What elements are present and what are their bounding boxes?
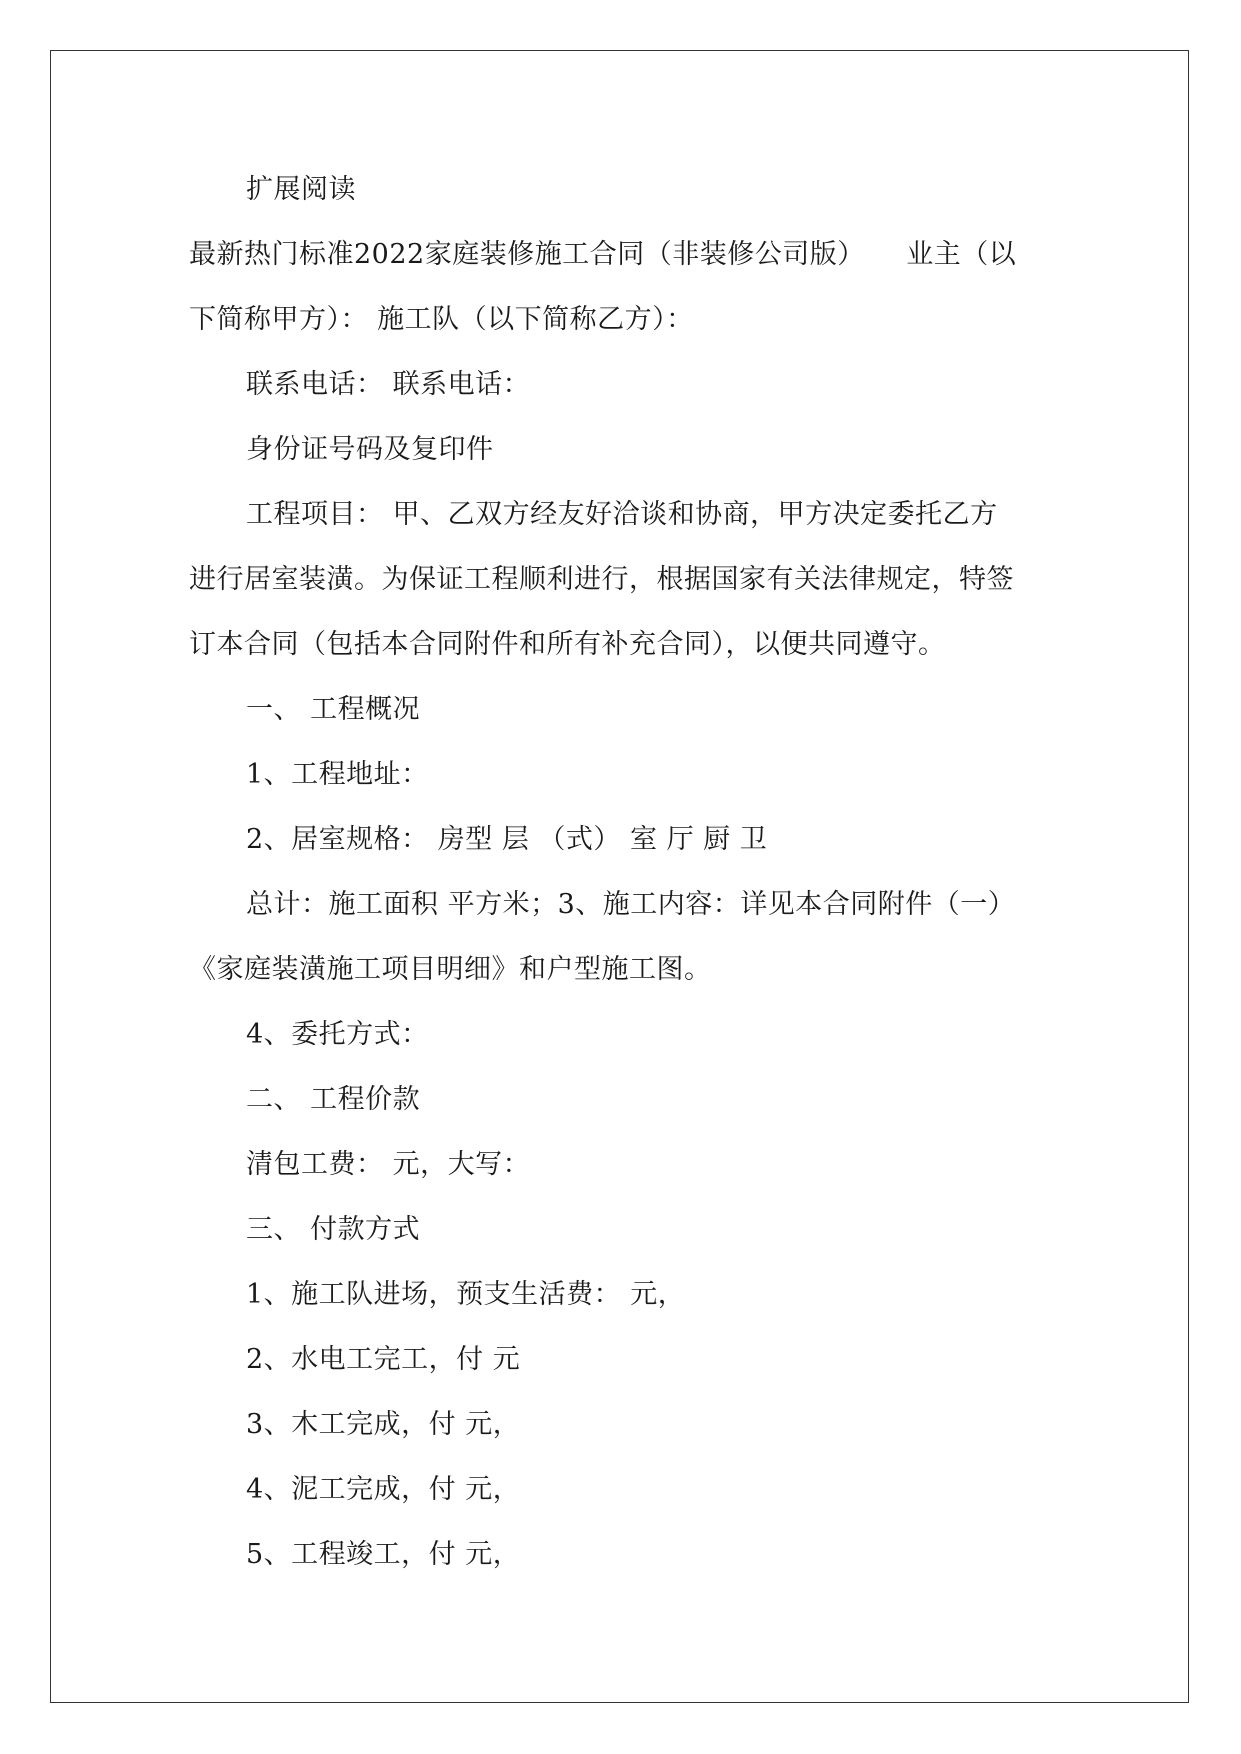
id-card-line: 身份证号码及复印件 [246,434,494,465]
item-labor-fee: 清包工费： 元，大写： [246,1149,531,1180]
item-room-specification: 2、居室规格： 房型 层 （式） 室 厅 厨 卫 [246,824,768,855]
item-total-area-line-2: 《家庭装潢施工项目明细》和户型施工图。 [189,954,712,985]
payment-item-4: 4、泥工完成，付 元， [246,1474,521,1505]
contact-phone-line: 联系电话： 联系电话： [246,369,531,400]
item-commission-method: 4、委托方式： [246,1019,429,1050]
project-paragraph-line-2: 进行居室装潢。为保证工程顺利进行，根据国家有关法律规定，特签 [189,564,1014,595]
payment-item-3: 3、木工完成，付 元， [246,1409,521,1440]
section-heading-project-price: 二、 工程价款 [246,1084,421,1115]
payment-item-5: 5、工程竣工，付 元， [246,1539,521,1570]
section-heading-project-overview: 一、 工程概况 [246,694,421,725]
section-heading-payment-method: 三、 付款方式 [246,1214,421,1245]
payment-item-2: 2、水电工完工，付 元 [246,1344,521,1375]
item-total-area-line-1: 总计：施工面积 平方米；3、施工内容：详见本合同附件（一） [246,889,1016,920]
contract-title-line: 最新热门标准2022家庭装修施工合同（非装修公司版） 业主（以 [189,239,1017,270]
section-heading-extended-reading: 扩展阅读 [246,174,356,205]
project-paragraph-line-3: 订本合同（包括本合同附件和所有补充合同），以便共同遵守。 [189,629,946,660]
project-paragraph-line-1: 工程项目： 甲、乙双方经友好洽谈和协商，甲方决定委托乙方 [246,499,998,530]
item-project-address: 1、工程地址： [246,759,429,790]
payment-item-1: 1、施工队进场，预支生活费： 元， [246,1279,686,1310]
document-body [189,157,1059,1587]
party-names-line: 下简称甲方）： 施工队（以下简称乙方）： [189,304,694,335]
